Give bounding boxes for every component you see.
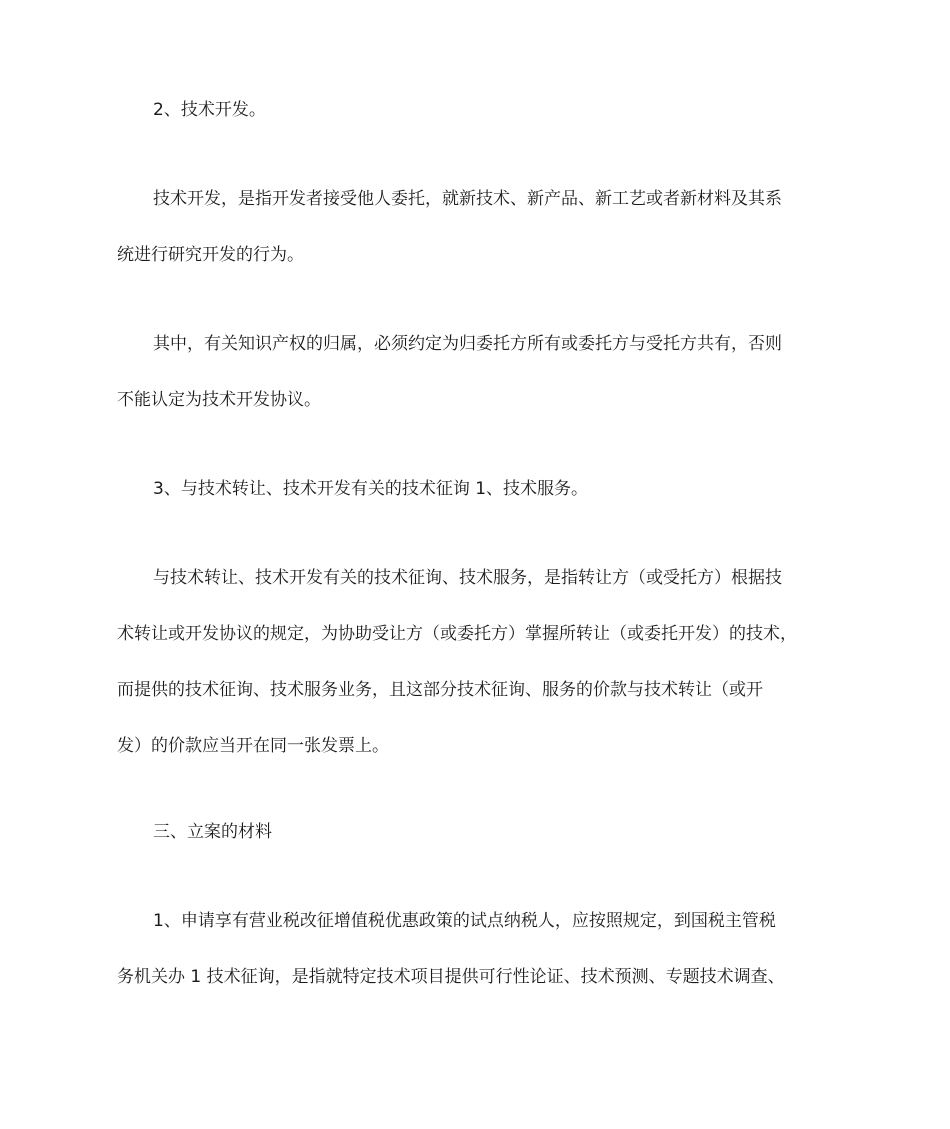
paragraph-line: 技术开发，是指开发者接受他人委托，就新技术、新产品、新工艺或者新材料及其系	[153, 189, 782, 209]
paragraph-line: 务机关办 1 技术征询，是指就特定技术项目提供可行性论证、技术预测、专题技术调查、	[117, 967, 785, 987]
paragraph-line: 统进行研究开发的行为。	[117, 245, 304, 265]
paragraph-line: 1、申请享有营业税改征增值税优惠政策的试点纳税人，应按照规定，到国税主管税	[153, 911, 776, 931]
paragraph-line: 其中，有关知识产权的归属，必须约定为归委托方所有或委托方与受托方共有，否则	[153, 334, 782, 354]
paragraph-line: 而提供的技术征询、技术服务业务，且这部分技术征询、服务的价款与技术转让（或开	[117, 680, 763, 700]
section-heading-tech-consulting: 3、与技术转让、技术开发有关的技术征询 1、技术服务。	[153, 479, 589, 499]
paragraph-line: 不能认定为技术开发协议。	[117, 390, 321, 410]
paragraph-line: 与技术转让、技术开发有关的技术征询、技术服务，是指转让方（或受托方）根据技	[153, 568, 782, 588]
section-heading-tech-development: 2、技术开发。	[153, 100, 266, 120]
paragraph-line: 发）的价款应当开在同一张发票上。	[117, 736, 389, 756]
section-heading-filing-materials: 三、立案的材料	[153, 822, 272, 842]
paragraph-line: 术转让或开发协议的规定，为协助受让方（或委托方）掌握所转让（或委托开发）的技术，	[117, 624, 797, 644]
